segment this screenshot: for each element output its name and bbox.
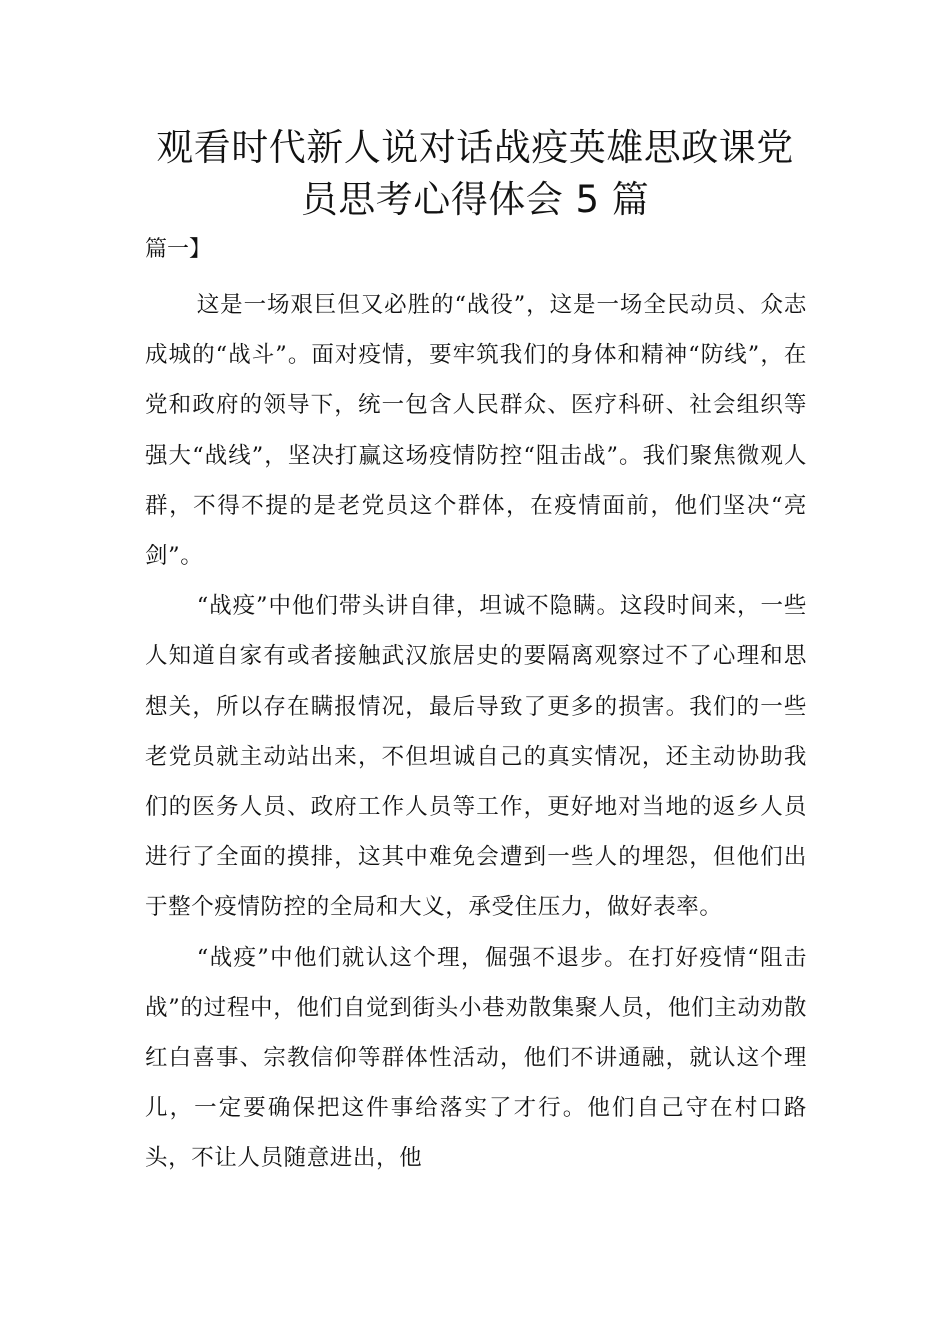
paragraph-1: 这是一场艰巨但又必胜的“战役”，这是一场全民动员、众志成城的“战斗”。面对疫情，要牢筑我们的身体和精神“防线”，在党和政府的领导下，统一包含人民群众、医疗科研、社会组织等强大“战线”，坚决打赢这场疫情防控“阻击战”。我们聚焦微观人群，不得不提的是老党员这个群体，在疫情面前，他们坚决“亮剑”。 [145, 292, 807, 570]
title-line-1: 观看时代新人说对话战疫英雄思政课党 [156, 126, 794, 169]
title-line-2: 员思考心得体会 5 篇 [300, 178, 650, 221]
section-label: 篇一】 [145, 237, 212, 262]
paragraph-3: “战疫”中他们就认这个理，倔强不退步。在打好疫情“阻击战”的过程中，他们自觉到街头小巷劝散集聚人员，他们主动劝散红白喜事、宗教信仰等群体性活动，他们不讲通融，就认这个理儿，一定要确保把这件事给落实了才行。他们自己守在村口路头，不让人员随意进出，他 [145, 944, 807, 1172]
paragraph-2: “战疫”中他们带头讲自律，坦诚不隐瞒。这段时间来，一些人知道自家有或者接触武汉旅居史的要隔离观察过不了心理和思想关，所以存在瞒报情况，最后导致了更多的损害。我们的一些老党员就主动站出来，不但坦诚自己的真实情况，还主动协助我们的医务人员、政府工作人员等工作，更好地对当地的返乡人员进行了全面的摸排，这其中难免会遭到一些人的埋怨，但他们出于整个疫情防控的全局和大义，承受住压力，做好表率。 [145, 593, 807, 921]
document-body [145, 280, 807, 1184]
document-title [145, 122, 805, 226]
